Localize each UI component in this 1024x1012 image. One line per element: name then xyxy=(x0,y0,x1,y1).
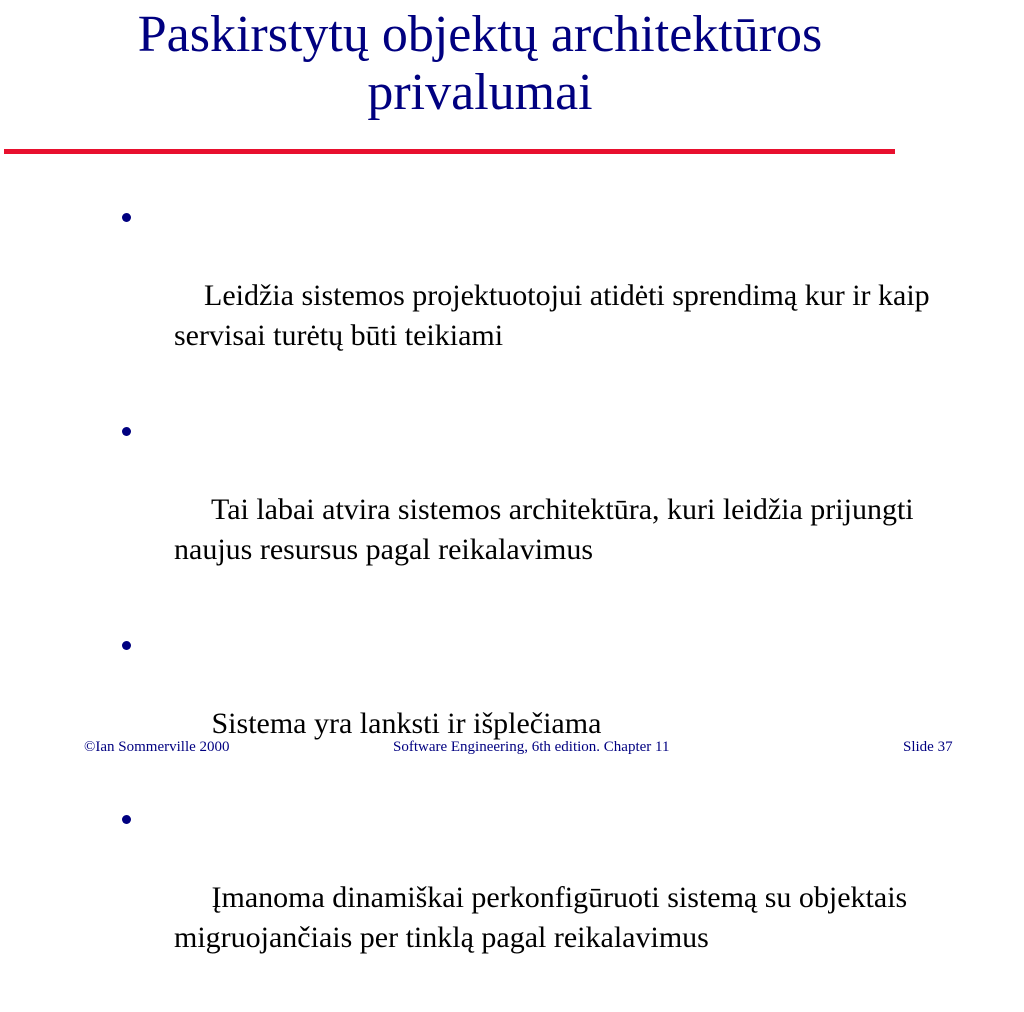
bullet-list xyxy=(122,196,982,1012)
title-underline-rule xyxy=(4,149,895,154)
bullet-dot-icon xyxy=(122,641,131,650)
bullet-text: Leidžia sistemos projektuotojui atidėti sprendimą kur ir kaip servisai turėtų būti teikiami xyxy=(174,279,938,352)
slide-title-line-2: privalumai xyxy=(367,64,593,121)
bullet-dot-icon xyxy=(122,815,131,824)
bullet-dot-icon xyxy=(122,213,131,222)
bullet-item xyxy=(122,624,982,784)
bullet-item xyxy=(122,410,982,610)
footer-book-title: Software Engineering, 6th edition. Chapter 11 xyxy=(393,739,670,755)
bullet-dot-icon xyxy=(122,427,131,436)
bullet-item xyxy=(122,196,982,396)
slide-title-line-1: Paskirstytų objektų architektūros xyxy=(137,6,823,63)
bullet-text: Įmanoma dinamiškai perkonfigūruoti sistemą su objektais migruojančiais per tinklą pagal reikalavimus xyxy=(174,881,915,954)
bullet-item xyxy=(122,798,982,998)
bullet-text: Sistema yra lanksti ir išplečiama xyxy=(204,707,602,740)
bullet-text: Tai labai atvira sistemos architektūra, kuri leidžia prijungti naujus resursus pagal reikalavimus xyxy=(174,493,922,566)
footer-copyright: ©Ian Sommerville 2000 xyxy=(84,739,230,755)
footer-slide-number: Slide 37 xyxy=(903,739,953,755)
slide-title xyxy=(0,6,960,122)
